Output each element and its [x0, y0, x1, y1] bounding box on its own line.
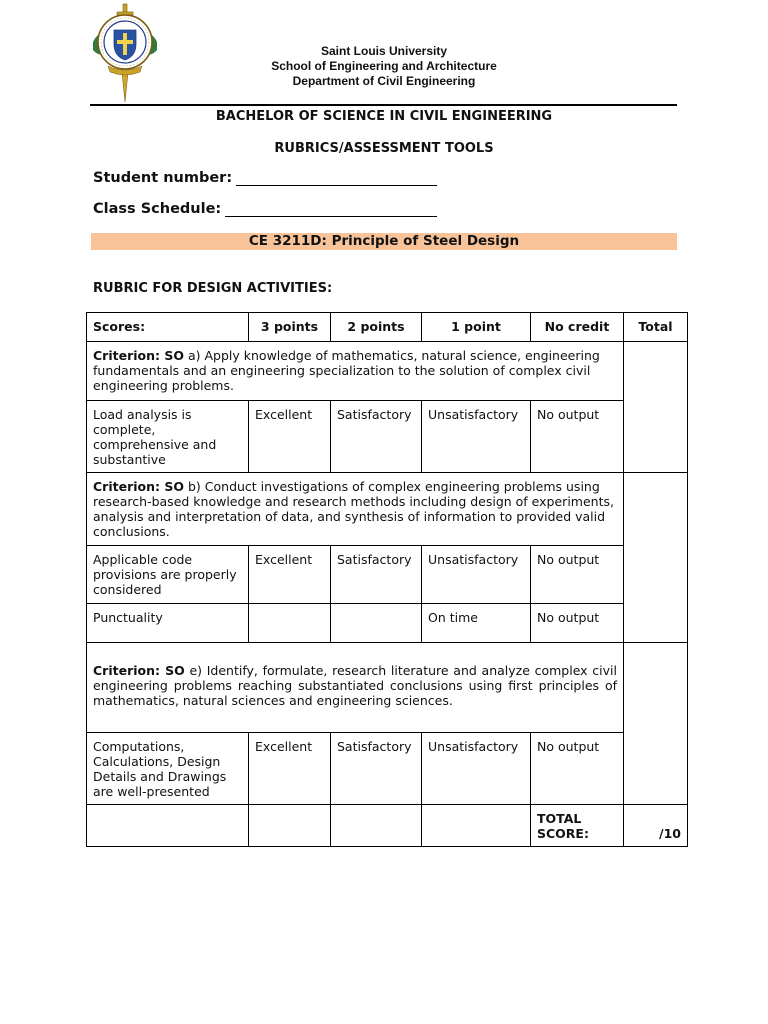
class-schedule-label: Class Schedule: — [93, 201, 222, 217]
total-score-value: /10 — [624, 805, 688, 847]
criterion-row — [87, 643, 688, 733]
criterion-label: Criterion: SO — [93, 663, 185, 678]
department-name: Department of Civil Engineering — [292, 74, 476, 88]
document-title: RUBRICS/ASSESSMENT TOOLS — [274, 141, 494, 156]
school-name: School of Engineering and Architecture — [271, 59, 497, 73]
total-cell — [624, 643, 688, 805]
header-2-points: 2 points — [331, 313, 422, 342]
no-credit-cell: No output — [531, 733, 624, 805]
score-3-cell: Excellent — [249, 401, 331, 473]
criterion-cell — [87, 342, 624, 401]
criterion-cell — [87, 473, 624, 546]
score-1-cell: Unsatisfactory — [422, 401, 531, 473]
score-2-cell: Satisfactory — [331, 733, 422, 805]
table-row — [87, 604, 688, 643]
score-1-cell: Unsatisfactory — [422, 546, 531, 604]
criterion-text: b) Conduct investigations of complex engineering problems using research-based knowledge and research methods including design of experiments, analysis and interpretation of data, and synthesis of information to provided valid conclusions. — [93, 479, 614, 539]
empty-cell — [249, 805, 331, 847]
no-credit-cell: No output — [531, 546, 624, 604]
rubric-heading: RUBRIC FOR DESIGN ACTIVITIES: — [93, 281, 333, 296]
institution-header — [0, 44, 768, 89]
header-divider — [90, 104, 677, 106]
score-3-cell: Excellent — [249, 733, 331, 805]
criterion-item: Punctuality — [87, 604, 249, 643]
score-3-cell — [249, 604, 331, 643]
table-row — [87, 546, 688, 604]
total-score-label: TOTAL SCORE: — [531, 805, 624, 847]
criterion-item: Applicable code provisions are properly considered — [87, 546, 249, 604]
criterion-label: Criterion: SO — [93, 348, 184, 363]
total-cell — [624, 342, 688, 473]
program-title: BACHELOR OF SCIENCE IN CIVIL ENGINEERING — [215, 109, 553, 124]
class-schedule-field — [93, 201, 437, 217]
criterion-text: a) Apply knowledge of mathematics, natural science, engineering fundamentals and an engineering specialization to the solution of complex civil engineering problems. — [93, 348, 600, 393]
criterion-cell — [87, 643, 624, 733]
student-number-field — [93, 170, 437, 186]
criterion-item: Load analysis is complete, comprehensive and substantive — [87, 401, 249, 473]
empty-cell — [422, 805, 531, 847]
total-row — [87, 805, 688, 847]
empty-cell — [331, 805, 422, 847]
table-row — [87, 401, 688, 473]
criterion-row — [87, 342, 688, 401]
criterion-row — [87, 473, 688, 546]
table-row — [87, 733, 688, 805]
criterion-label: Criterion: SO — [93, 479, 184, 494]
student-number-label: Student number: — [93, 170, 233, 186]
table-header-row — [87, 313, 688, 342]
criterion-text: e) Identify, formulate, research literature and analyze complex civil engineering problems reaching substantiated conclusions using first principles of mathematics, natural sciences and engineering sciences. — [93, 663, 617, 708]
class-schedule-blank[interactable] — [225, 202, 437, 217]
header-total: Total — [624, 313, 688, 342]
header-no-credit: No credit — [531, 313, 624, 342]
course-banner: CE 3211D: Principle of Steel Design — [91, 233, 677, 250]
student-number-blank[interactable] — [236, 171, 437, 186]
criterion-item: Computations, Calculations, Design Details and Drawings are well-presented — [87, 733, 249, 805]
rubric-table — [86, 312, 688, 847]
no-credit-cell: No output — [531, 604, 624, 643]
score-2-cell — [331, 604, 422, 643]
university-name: Saint Louis University — [320, 44, 448, 58]
score-2-cell: Satisfactory — [331, 546, 422, 604]
header-1-point: 1 point — [422, 313, 531, 342]
header-3-points: 3 points — [249, 313, 331, 342]
score-1-cell: Unsatisfactory — [422, 733, 531, 805]
score-3-cell: Excellent — [249, 546, 331, 604]
score-1-cell: On time — [422, 604, 531, 643]
header-scores: Scores: — [87, 313, 249, 342]
total-cell — [624, 473, 688, 643]
empty-cell — [87, 805, 249, 847]
score-2-cell: Satisfactory — [331, 401, 422, 473]
no-credit-cell: No output — [531, 401, 624, 473]
